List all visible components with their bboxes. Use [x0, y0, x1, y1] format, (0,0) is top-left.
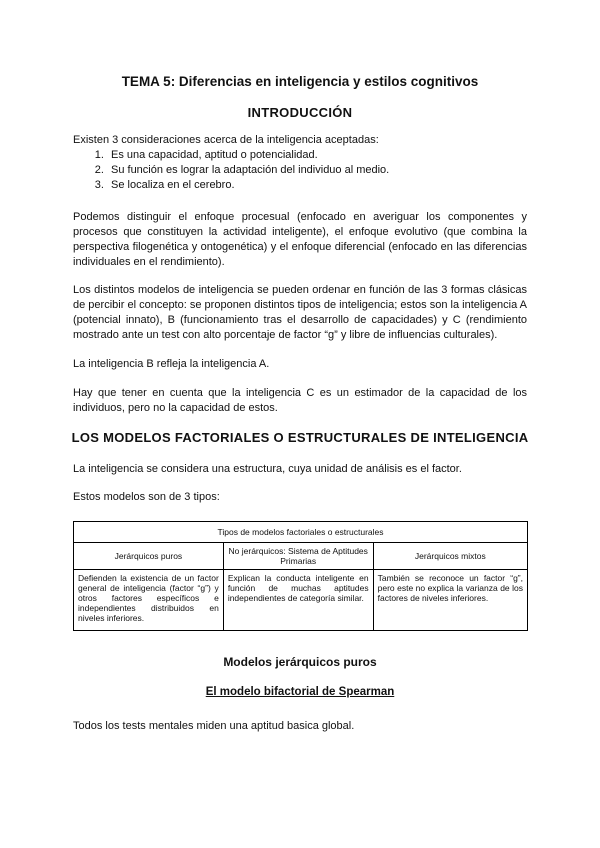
- intro-lead: Existen 3 consideraciones acerca de la inteligencia aceptadas:: [73, 134, 379, 146]
- paragraph-inteligencia-b: La inteligencia B refleja la inteligencia A.: [73, 358, 270, 370]
- section-heading-introduccion: INTRODUCCIÓN: [247, 105, 353, 120]
- table-cell: También se reconoce un factor “g”, pero este no explica la varianza de los factores de niveles inferiores.: [373, 570, 527, 631]
- list-item: 2. Su función es lograr la adaptación del individuo al medio.: [107, 163, 527, 178]
- document-title: TEMA 5: Diferencias en inteligencia y estilos cognitivos: [121, 74, 479, 89]
- paragraph-final: Todos los tests mentales miden una aptitud basica global.: [73, 720, 355, 732]
- list-item: 1. Es una capacidad, aptitud o potencialidad.: [107, 148, 527, 163]
- subheading: Modelos jerárquicos puros: [223, 655, 377, 669]
- intro-list: [73, 148, 527, 193]
- paragraph-modelos: Los distintos modelos de inteligencia se pueden ordenar en función de las 3 formas clásicas de percibir el concepto: se proponen distintos tipos de inteligencia; estos son la inteligencia A (potencial innato), B (funcionamiento tras el desarrollo de capacidades) y C (rendimiento mostrado ante un test con alto porcentaje de factor “g” y libre de influencias culturales).: [73, 284, 527, 341]
- section-heading-factoriales: LOS MODELOS FACTORIALES O ESTRUCTURALES DE INTELIGENCIA: [71, 430, 529, 445]
- paragraph-inteligencia-c: Hay que tener en cuenta que la inteligencia C es un estimador de la capacidad de los individuos, pero no la capacidad de estos.: [73, 387, 527, 414]
- list-item: 3. Se localiza en el cerebro.: [107, 178, 527, 193]
- table-header: Jerárquicos mixtos: [373, 543, 527, 570]
- subsubheading: El modelo bifactorial de Spearman: [205, 686, 395, 698]
- table-cell: Defienden la existencia de un factor general de inteligencia (factor “g”) y otros factores específicos e independientes distribuidos en niveles inferiores.: [74, 570, 224, 631]
- table-caption: Tipos de modelos factoriales o estructurales: [74, 522, 528, 543]
- intro-list-block: [73, 133, 527, 193]
- models-table: [73, 521, 528, 631]
- paragraph-estructura: La inteligencia se considera una estructura, cuya unidad de análisis es el factor.: [73, 463, 462, 475]
- table-cell: Explican la conducta inteligente en función de muchas aptitudes independientes de categoría similar.: [223, 570, 373, 631]
- table-header: Jerárquicos puros: [74, 543, 224, 570]
- paragraph-tipos: Estos modelos son de 3 tipos:: [73, 491, 220, 503]
- table-header: No jerárquicos: Sistema de Aptitudes Primarias: [223, 543, 373, 570]
- paragraph-enfoques: Podemos distinguir el enfoque procesual (enfocado en averiguar los componentes y procesos que constituyen la actividad inteligente), el enfoque evolutivo (que combina la perspectiva filogenética y ontogenética) y el enfoque diferencial (enfocado en las diferencias individuales en el rendimiento).: [73, 211, 527, 268]
